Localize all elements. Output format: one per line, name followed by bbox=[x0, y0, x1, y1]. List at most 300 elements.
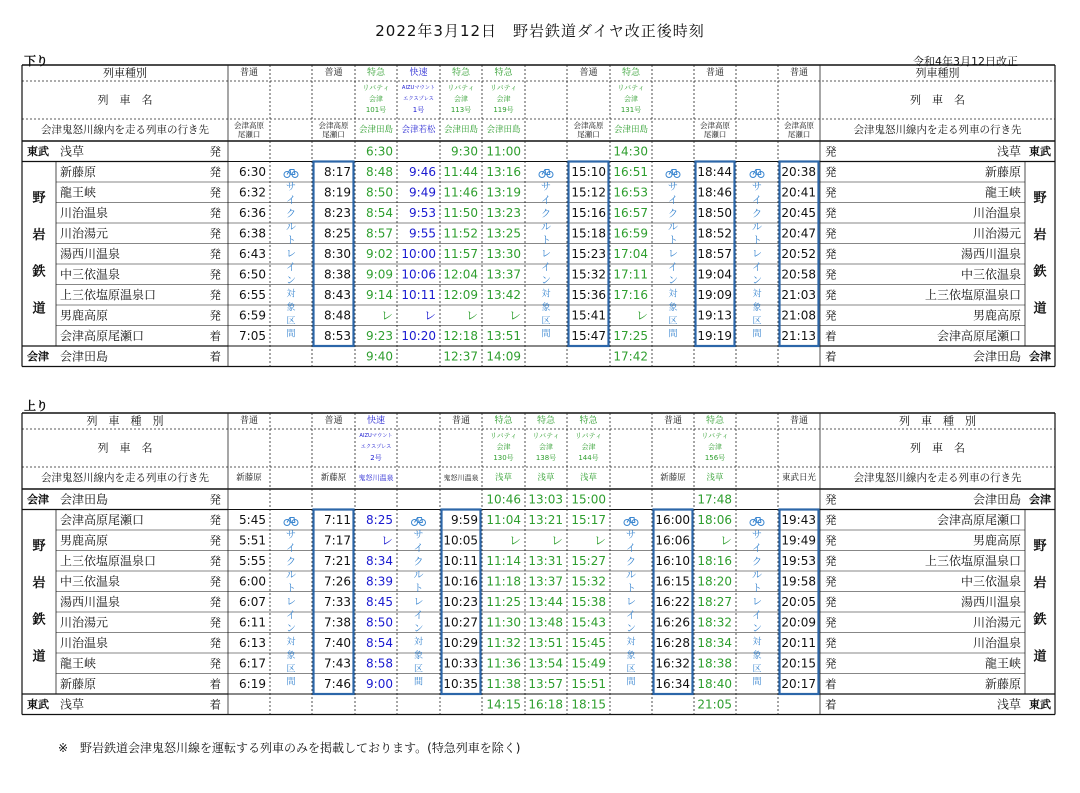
departure-time: 7:17 bbox=[324, 533, 351, 548]
departure-time: 10:05 bbox=[443, 533, 478, 548]
departure-time: 13:37 bbox=[528, 574, 563, 589]
cycle-train-label-char: イ bbox=[752, 195, 762, 207]
departure-time: 21:08 bbox=[781, 308, 816, 323]
departure-time: 8:19 bbox=[324, 185, 351, 200]
departure-time: レ bbox=[719, 533, 732, 548]
railway-name-char: 岩 bbox=[1033, 575, 1047, 591]
departure-time: 8:58 bbox=[366, 656, 393, 671]
train-name-label: リバティ bbox=[362, 84, 390, 92]
arrive-depart-mark-right: 着 bbox=[825, 697, 837, 712]
departure-time: 6:30 bbox=[239, 164, 266, 179]
departure-time: 16:00 bbox=[655, 512, 690, 527]
cycle-train-label-char: ク bbox=[668, 208, 678, 220]
arrive-depart-mark-left: 発 bbox=[209, 553, 221, 568]
bicycle-icon bbox=[750, 518, 764, 526]
departure-time: 5:45 bbox=[239, 512, 266, 527]
departure-time: 19:49 bbox=[781, 533, 816, 548]
cycle-train-label-char: ン bbox=[541, 275, 551, 287]
railway-name-char: 野 bbox=[1033, 190, 1047, 206]
departure-time: 21:03 bbox=[781, 287, 816, 302]
cycle-train-label-char: レ bbox=[752, 248, 762, 260]
cycle-train-label-char: ク bbox=[752, 556, 762, 568]
departure-time: 17:42 bbox=[613, 349, 648, 364]
arrive-depart-mark-left: 発 bbox=[209, 287, 221, 302]
departure-time: 9:46 bbox=[409, 164, 436, 179]
cycle-train-label-char: ル bbox=[626, 570, 636, 582]
departure-time: 10:06 bbox=[401, 267, 436, 282]
station-name-right: 中三依温泉 bbox=[960, 267, 1021, 282]
departure-time: レ bbox=[593, 533, 606, 548]
departure-time: 10:11 bbox=[401, 287, 436, 302]
cycle-train-label-char: ク bbox=[626, 556, 636, 568]
train-destination: 会津田島 bbox=[613, 125, 649, 135]
departure-time: 20:05 bbox=[781, 594, 816, 609]
station-name-left: 川治湯元 bbox=[60, 615, 109, 630]
departure-time: 10:35 bbox=[443, 676, 478, 691]
station-name-left: 中三依温泉 bbox=[60, 267, 121, 282]
departure-time: 15:47 bbox=[571, 328, 606, 343]
train-name-label: 156号 bbox=[704, 454, 726, 462]
cycle-train-label-char: サ bbox=[752, 530, 762, 541]
railway-name-char: 野 bbox=[1033, 538, 1047, 554]
departure-time: 12:18 bbox=[443, 328, 478, 343]
station-name-left: 会津田島 bbox=[60, 349, 109, 364]
departure-time: 10:46 bbox=[486, 492, 521, 507]
arrive-depart-mark-left: 発 bbox=[209, 635, 221, 650]
departure-time: 8:57 bbox=[366, 226, 393, 241]
departure-time: 8:34 bbox=[366, 553, 393, 568]
departure-time: 20:09 bbox=[781, 615, 816, 630]
departure-time: 10:00 bbox=[401, 246, 436, 261]
cycle-train-label-char: レ bbox=[413, 596, 424, 608]
departure-time: 7:11 bbox=[324, 512, 351, 527]
departure-time: 20:41 bbox=[781, 185, 816, 200]
departure-time: 6:19 bbox=[239, 676, 266, 691]
cycle-train-label-char: ク bbox=[752, 208, 762, 220]
station-name-left: 男鹿高原 bbox=[60, 308, 109, 323]
departure-time: 11:36 bbox=[486, 656, 521, 671]
departure-time: 19:09 bbox=[697, 287, 732, 302]
departure-time: 9:02 bbox=[366, 246, 393, 261]
departure-time: 13:03 bbox=[528, 492, 563, 507]
cycle-train-label-char: イ bbox=[668, 262, 678, 274]
cycle-train-label-char: ト bbox=[541, 235, 551, 247]
departure-time: 9:23 bbox=[366, 328, 393, 343]
cycle-train-label-char: サ bbox=[668, 182, 678, 193]
station-name-left: 龍王峡 bbox=[60, 656, 97, 671]
departure-time: 13:21 bbox=[528, 512, 563, 527]
cycle-train-label-char: ル bbox=[752, 222, 762, 234]
departure-time: 10:20 bbox=[401, 328, 436, 343]
cycle-train-label-char: 対 bbox=[668, 289, 678, 300]
departure-time: 18:20 bbox=[697, 574, 732, 589]
cycle-train-label-char: 対 bbox=[752, 637, 762, 648]
cycle-train-label-char: 区 bbox=[752, 316, 762, 327]
departure-time: 11:32 bbox=[486, 635, 521, 650]
bicycle-icon bbox=[412, 518, 426, 526]
cycle-train-label-char: ル bbox=[541, 222, 551, 234]
departure-time: レ bbox=[423, 308, 436, 323]
cycle-train-label-char: ン bbox=[286, 623, 296, 635]
cycle-train-label-char: イ bbox=[413, 610, 424, 622]
train-type-label: 普通 bbox=[663, 416, 683, 426]
header-destination: 会津鬼怒川線内を走る列車の行き先 bbox=[853, 472, 1022, 484]
cycle-train-label-char: 間 bbox=[413, 677, 424, 688]
railway-name-char: 道 bbox=[1033, 301, 1047, 317]
departure-time: 11:14 bbox=[486, 553, 521, 568]
station-name-left: 龍王峡 bbox=[60, 185, 97, 200]
cycle-train-label-char: 象 bbox=[286, 302, 296, 313]
train-name-label: 会津 bbox=[581, 443, 596, 451]
cycle-train-label-char: ン bbox=[752, 623, 762, 635]
departure-time: 15:45 bbox=[571, 635, 606, 650]
cycle-train-label-char: 対 bbox=[286, 289, 296, 300]
cycle-train-label-char: ン bbox=[668, 275, 678, 287]
station-name-right: 男鹿高原 bbox=[972, 533, 1021, 548]
train-destination: 浅草 bbox=[537, 473, 555, 483]
departure-time: 9:30 bbox=[451, 144, 478, 159]
train-destination: 新藤原 bbox=[660, 473, 686, 483]
arrive-depart-mark-right: 発 bbox=[825, 205, 837, 220]
cycle-train-label-char: レ bbox=[541, 248, 551, 260]
departure-time: 6:07 bbox=[239, 594, 266, 609]
cycle-train-label-char: ル bbox=[413, 570, 424, 582]
departure-time: 15:00 bbox=[571, 492, 606, 507]
train-name-label: リバティ bbox=[532, 432, 560, 440]
departure-time: 13:37 bbox=[486, 267, 521, 282]
departure-time: 13:51 bbox=[528, 635, 563, 650]
train-type-label: 普通 bbox=[579, 68, 598, 78]
cycle-train-label-char: 象 bbox=[752, 650, 762, 661]
departure-time: 14:09 bbox=[486, 349, 521, 364]
train-name-label: 1号 bbox=[412, 106, 425, 114]
departure-time: 17:25 bbox=[613, 328, 648, 343]
departure-time: レ bbox=[508, 533, 521, 548]
departure-time: 15:18 bbox=[571, 226, 606, 241]
railway-company-label: 東武 bbox=[1029, 697, 1051, 711]
cycle-train-label-char: レ bbox=[668, 248, 678, 260]
cycle-train-label-char: 間 bbox=[668, 329, 678, 340]
train-type-label: 普通 bbox=[789, 68, 809, 78]
station-name-left: 川治温泉 bbox=[60, 635, 109, 650]
railway-name-char: 鉄 bbox=[1033, 264, 1047, 280]
cycle-train-label-char: 対 bbox=[413, 637, 424, 648]
train-destination: 尾瀬口 bbox=[237, 130, 261, 139]
departure-time: 9:59 bbox=[451, 512, 478, 527]
railway-name-char: 鉄 bbox=[32, 612, 46, 628]
cycle-train-label-char: ル bbox=[286, 570, 296, 582]
departure-time: 15:51 bbox=[571, 676, 606, 691]
arrive-depart-mark-left: 発 bbox=[209, 246, 221, 261]
cycle-train-label-char: 間 bbox=[752, 329, 762, 340]
departure-time: 10:11 bbox=[443, 553, 478, 568]
departure-time: 6:17 bbox=[239, 656, 266, 671]
train-name-label: 101号 bbox=[365, 106, 387, 114]
cycle-train-label-char: 象 bbox=[413, 650, 424, 661]
cycle-train-label-char: ン bbox=[286, 275, 296, 287]
departure-time: 15:36 bbox=[571, 287, 606, 302]
cycle-train-label-char: 区 bbox=[286, 664, 296, 675]
arrive-depart-mark-right: 発 bbox=[825, 615, 837, 630]
departure-time: 11:18 bbox=[486, 574, 521, 589]
departure-time: 16:34 bbox=[655, 676, 690, 691]
departure-time: 6:36 bbox=[239, 205, 266, 220]
train-name-label: リバティ bbox=[574, 432, 603, 440]
arrive-depart-mark-right: 発 bbox=[825, 308, 837, 323]
railway-company-label: 会津 bbox=[1029, 492, 1051, 506]
departure-time: 11:50 bbox=[443, 205, 478, 220]
departure-time: 16:06 bbox=[655, 533, 690, 548]
cycle-train-label-char: レ bbox=[286, 248, 296, 260]
station-name-right: 湯西川温泉 bbox=[960, 246, 1021, 261]
departure-time: 7:26 bbox=[324, 574, 351, 589]
departure-time: 8:50 bbox=[366, 185, 393, 200]
departure-time: 20:15 bbox=[781, 656, 816, 671]
departure-time: 11:30 bbox=[486, 615, 521, 630]
arrive-depart-mark-right: 発 bbox=[825, 635, 837, 650]
cycle-train-label-char: ト bbox=[413, 583, 424, 595]
train-destination: 会津高原 bbox=[318, 121, 349, 130]
arrive-depart-mark-right: 着 bbox=[825, 349, 837, 364]
departure-time: 21:05 bbox=[697, 697, 732, 712]
departure-time: 15:16 bbox=[571, 205, 606, 220]
train-name-label: リバティ bbox=[701, 432, 729, 440]
departure-time: 13:42 bbox=[486, 287, 521, 302]
train-type-label: 特急 bbox=[494, 416, 513, 426]
cycle-train-label-char: 対 bbox=[541, 289, 551, 300]
departure-time: 18:34 bbox=[697, 635, 732, 650]
header-train-type: 列車種別 bbox=[103, 66, 147, 80]
departure-time: 6:30 bbox=[366, 144, 393, 159]
train-destination: 鬼怒川温泉 bbox=[443, 474, 479, 482]
cycle-train-label-char: サ bbox=[541, 182, 551, 193]
departure-time: 13:31 bbox=[528, 553, 563, 568]
page-title: 2022年3月12日 野岩鉄道ダイヤ改正後時刻 bbox=[375, 22, 705, 40]
train-name-label: 会津 bbox=[496, 443, 511, 451]
departure-time: 17:16 bbox=[613, 287, 648, 302]
departure-time: 18:06 bbox=[697, 512, 732, 527]
cycle-train-label-char: ト bbox=[752, 583, 762, 595]
train-name-label: リバティ bbox=[617, 84, 645, 92]
departure-time: 10:33 bbox=[443, 656, 478, 671]
departure-time: 9:14 bbox=[366, 287, 393, 302]
railway-name-char: 岩 bbox=[32, 227, 46, 243]
down-direction-label: 下り bbox=[24, 54, 49, 68]
departure-time: 19:58 bbox=[781, 574, 816, 589]
departure-time: 19:13 bbox=[697, 308, 732, 323]
departure-time: 14:30 bbox=[613, 144, 648, 159]
cycle-train-label-char: ト bbox=[752, 235, 762, 247]
departure-time: 20:45 bbox=[781, 205, 816, 220]
station-name-right: 川治湯元 bbox=[972, 615, 1021, 630]
arrive-depart-mark-right: 発 bbox=[825, 164, 837, 179]
train-name-label: 会津 bbox=[708, 443, 722, 451]
cycle-train-label-char: ト bbox=[626, 583, 636, 595]
arrive-depart-mark-right: 発 bbox=[825, 656, 837, 671]
train-name-label: リバティ bbox=[489, 84, 518, 92]
departure-time: 21:13 bbox=[781, 328, 816, 343]
railway-name-char: 鉄 bbox=[1033, 612, 1047, 628]
arrive-depart-mark-right: 発 bbox=[825, 574, 837, 589]
railway-name-char: 道 bbox=[32, 649, 46, 665]
departure-time: 12:37 bbox=[443, 349, 478, 364]
departure-time: 18:32 bbox=[697, 615, 732, 630]
departure-time: レ bbox=[465, 308, 478, 323]
arrive-depart-mark-left: 着 bbox=[209, 328, 221, 343]
arrive-depart-mark-right: 発 bbox=[825, 144, 837, 159]
departure-time: 9:55 bbox=[409, 226, 436, 241]
train-destination: 会津田島 bbox=[443, 125, 479, 135]
cycle-train-label-char: ト bbox=[668, 235, 678, 247]
train-destination: 会津高原 bbox=[700, 121, 730, 130]
cycle-train-label-char: 象 bbox=[541, 302, 551, 313]
cycle-train-label-char: イ bbox=[541, 195, 551, 207]
arrive-depart-mark-left: 発 bbox=[209, 144, 221, 159]
departure-time: レ bbox=[550, 533, 563, 548]
departure-time: 20:38 bbox=[781, 164, 816, 179]
station-name-right: 新藤原 bbox=[984, 164, 1021, 179]
arrive-depart-mark-left: 発 bbox=[209, 533, 221, 548]
departure-time: 20:47 bbox=[781, 226, 816, 241]
cycle-train-label-char: イ bbox=[752, 610, 762, 622]
train-destination: 新藤原 bbox=[320, 473, 347, 483]
departure-time: 18:46 bbox=[697, 185, 732, 200]
train-destination: 会津高原 bbox=[573, 121, 604, 130]
station-name-left: 湯西川温泉 bbox=[60, 594, 121, 609]
departure-time: 12:09 bbox=[443, 287, 478, 302]
departure-time: 11:57 bbox=[443, 246, 478, 261]
departure-time: 16:10 bbox=[655, 553, 690, 568]
train-type-label: 特急 bbox=[579, 416, 598, 426]
arrive-depart-mark-right: 着 bbox=[825, 328, 837, 343]
station-name-right: 中三依温泉 bbox=[960, 574, 1021, 589]
departure-time: 8:43 bbox=[324, 287, 351, 302]
departure-time: 19:43 bbox=[781, 512, 816, 527]
arrive-depart-mark-left: 発 bbox=[209, 205, 221, 220]
departure-time: 12:04 bbox=[443, 267, 478, 282]
train-name-label: リバティ bbox=[447, 84, 475, 92]
departure-time: 13:16 bbox=[486, 164, 521, 179]
cycle-train-label-char: 区 bbox=[541, 316, 551, 327]
station-name-right: 会津高原尾瀬口 bbox=[936, 512, 1021, 527]
revision-note: 令和4年3月12日改正 bbox=[913, 55, 1018, 68]
departure-time: 18:40 bbox=[697, 676, 732, 691]
arrive-depart-mark-left: 発 bbox=[209, 594, 221, 609]
departure-time: 7:21 bbox=[324, 553, 351, 568]
departure-time: 18:27 bbox=[697, 594, 732, 609]
cycle-train-label-char: イ bbox=[541, 262, 551, 274]
departure-time: 7:38 bbox=[324, 615, 351, 630]
departure-time: 15:43 bbox=[571, 615, 606, 630]
train-destination: 東武日光 bbox=[781, 473, 817, 483]
arrive-depart-mark-right: 発 bbox=[825, 512, 837, 527]
cycle-train-label-char: 象 bbox=[752, 302, 762, 313]
departure-time: 20:17 bbox=[781, 676, 816, 691]
station-name-left: 新藤原 bbox=[60, 164, 97, 179]
departure-time: 8:45 bbox=[366, 594, 393, 609]
train-destination: 会津若松 bbox=[401, 125, 436, 135]
railway-company-label: 東武 bbox=[27, 144, 49, 158]
cycle-train-label-char: 区 bbox=[286, 316, 296, 327]
cycle-train-label-char: ク bbox=[286, 556, 296, 568]
cycle-train-label-char: 区 bbox=[752, 664, 762, 675]
departure-time: 9:49 bbox=[409, 185, 436, 200]
train-destination: 尾瀬口 bbox=[703, 130, 727, 139]
arrive-depart-mark-left: 発 bbox=[209, 164, 221, 179]
departure-time: 15:32 bbox=[571, 574, 606, 589]
station-name-left: 会津高原尾瀬口 bbox=[60, 512, 145, 527]
station-name-left: 会津田島 bbox=[60, 492, 109, 507]
train-name-label: 113号 bbox=[450, 106, 472, 114]
train-type-label: 普通 bbox=[789, 416, 809, 426]
departure-time: 5:51 bbox=[239, 533, 266, 548]
departure-time: 15:49 bbox=[571, 656, 606, 671]
departure-time: 8:17 bbox=[324, 164, 351, 179]
departure-time: 14:15 bbox=[486, 697, 521, 712]
departure-time: 18:15 bbox=[571, 697, 606, 712]
departure-time: 7:05 bbox=[239, 328, 266, 343]
railway-name-char: 野 bbox=[32, 538, 46, 554]
departure-time: 13:23 bbox=[486, 205, 521, 220]
arrive-depart-mark-right: 発 bbox=[825, 226, 837, 241]
train-name-label: 131号 bbox=[620, 106, 642, 114]
departure-time: 15:27 bbox=[571, 553, 606, 568]
arrive-depart-mark-left: 発 bbox=[209, 492, 221, 507]
departure-time: 8:25 bbox=[324, 226, 351, 241]
station-name-right: 男鹿高原 bbox=[972, 308, 1021, 323]
header-train-name: 列 車 名 bbox=[910, 441, 965, 455]
train-type-label: 特急 bbox=[621, 68, 641, 78]
cycle-train-label-char: 対 bbox=[626, 637, 636, 648]
departure-time: 10:27 bbox=[443, 615, 478, 630]
train-name-label: エクスプレス bbox=[403, 96, 434, 102]
header-destination: 会津鬼怒川線内を走る列車の行き先 bbox=[41, 472, 209, 484]
departure-time: 8:25 bbox=[366, 512, 393, 527]
up-direction-label: 上り bbox=[24, 399, 49, 413]
departure-time: 8:30 bbox=[324, 246, 351, 261]
train-name-label: 会津 bbox=[624, 95, 638, 103]
train-name-label: 会津 bbox=[496, 95, 511, 103]
station-name-left: 男鹿高原 bbox=[60, 533, 109, 548]
train-type-label: 普通 bbox=[451, 416, 471, 426]
cycle-train-label-char: 間 bbox=[286, 677, 296, 688]
departure-time: 18:38 bbox=[697, 656, 732, 671]
train-destination: 会津高原 bbox=[234, 121, 264, 130]
cycle-train-label-char: 象 bbox=[626, 650, 636, 661]
arrive-depart-mark-right: 発 bbox=[825, 553, 837, 568]
cycle-train-label-char: イ bbox=[752, 262, 762, 274]
train-type-label: 快速 bbox=[409, 68, 428, 78]
train-destination: 鬼怒川温泉 bbox=[358, 474, 394, 482]
train-type-label: 快速 bbox=[366, 416, 386, 426]
header-train-type: 列車種別 bbox=[915, 66, 960, 80]
departure-time: 13:54 bbox=[528, 656, 563, 671]
cycle-train-label-char: イ bbox=[286, 195, 296, 207]
cycle-train-label-char: イ bbox=[626, 610, 636, 622]
train-type-label: 普通 bbox=[324, 68, 343, 78]
departure-time: 19:04 bbox=[697, 267, 732, 282]
arrive-depart-mark-left: 発 bbox=[209, 574, 221, 589]
departure-time: 16:18 bbox=[528, 697, 563, 712]
departure-time: 16:51 bbox=[613, 164, 648, 179]
departure-time: 18:16 bbox=[697, 553, 732, 568]
arrive-depart-mark-left: 発 bbox=[209, 226, 221, 241]
departure-time: 15:23 bbox=[571, 246, 606, 261]
railway-company-label: 東武 bbox=[1029, 144, 1051, 158]
departure-time: 8:39 bbox=[366, 574, 393, 589]
cycle-train-label-char: ク bbox=[413, 556, 424, 568]
cycle-train-label-char: 象 bbox=[286, 650, 296, 661]
